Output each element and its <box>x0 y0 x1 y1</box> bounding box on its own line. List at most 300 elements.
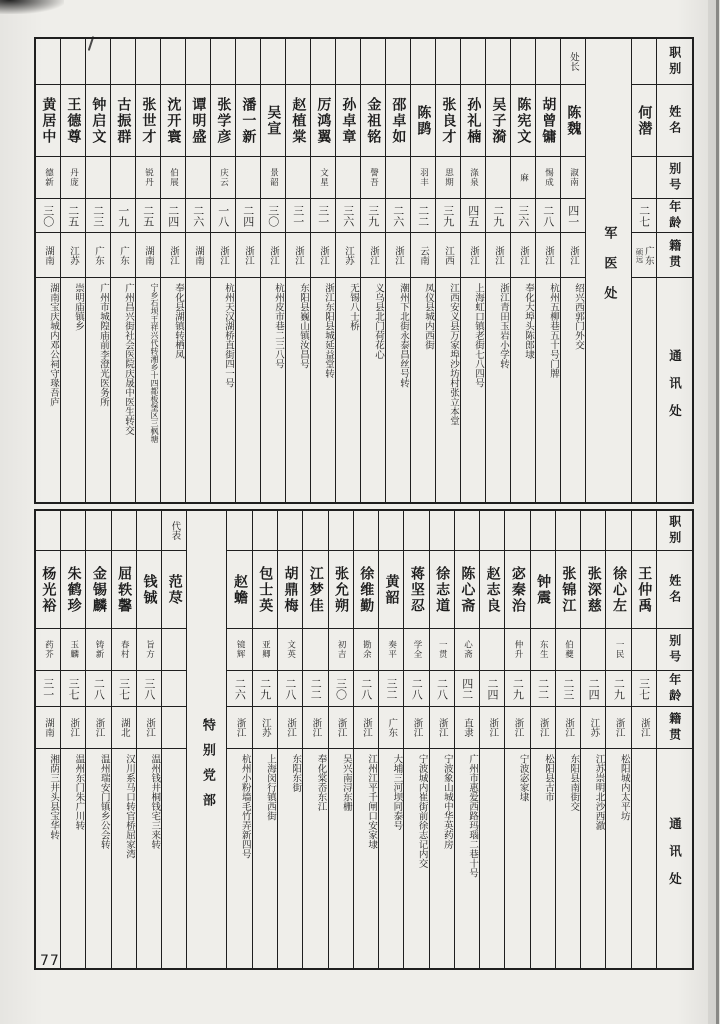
person-column <box>535 39 560 502</box>
origin-text: 湖北 <box>118 718 130 737</box>
address-cell <box>211 278 235 502</box>
origin-text: 江苏 <box>67 245 79 265</box>
alias-cell: 心斋 <box>455 629 479 671</box>
address-cell <box>531 749 555 968</box>
name-cell: 厉鸿翼 <box>311 85 335 157</box>
role-cell <box>606 511 630 551</box>
page-number: 77 <box>40 953 60 969</box>
role-cell <box>436 39 460 85</box>
origin-text: 广东 <box>92 245 104 265</box>
name-cell: 陈宪文 <box>511 85 535 157</box>
address-cell <box>411 278 435 502</box>
person-column <box>353 511 378 968</box>
role-cell <box>336 39 360 85</box>
age-cell: 三一 <box>311 199 335 233</box>
person-column <box>136 511 161 968</box>
origin-cell <box>511 233 535 278</box>
alias-cell: 仲升 <box>505 629 529 671</box>
alias-cell: 奏平 <box>379 629 403 671</box>
role-cell <box>211 39 235 85</box>
address-cell <box>186 278 210 502</box>
origin-cell <box>86 233 110 278</box>
origin-cell <box>227 707 251 749</box>
origin-cell <box>436 233 460 278</box>
name-cell: 钱铖 <box>137 551 161 629</box>
address-cell <box>61 278 85 502</box>
person-column <box>110 39 135 502</box>
address-text: 松阳县古市 <box>542 754 554 802</box>
name-cell: 张世才 <box>136 85 160 157</box>
name-cell: 杨光裕 <box>36 551 60 629</box>
origin-cell <box>379 707 403 749</box>
name-cell: 蒋坚忍 <box>404 551 428 629</box>
address-text: 汉川系马口转官桥屈家湾 <box>123 754 135 859</box>
age-cell: 四二 <box>455 671 479 707</box>
alias-cell: 德新 <box>36 157 60 199</box>
alias-cell: 一贯 <box>430 629 454 671</box>
origin-cell <box>505 707 529 749</box>
age-cell: 三八 <box>137 671 161 707</box>
address-text: 温州瑞安门镇乡公会转 <box>98 754 110 849</box>
age-cell: 三二 <box>379 671 403 707</box>
origin-cell <box>632 233 656 278</box>
address-text: 江苏崇明北沙西澈 <box>593 754 605 830</box>
role-cell <box>36 39 60 85</box>
address-text: 绍兴西郭门外交 <box>573 283 584 350</box>
origin-cell <box>455 707 479 749</box>
origin-text: 直隶 <box>462 718 473 737</box>
alias-cell <box>632 629 656 671</box>
origin-text: 浙江 <box>537 718 549 737</box>
address-cell <box>236 278 260 502</box>
age-cell: 三〇 <box>36 199 60 233</box>
role-cell: 代表 <box>162 511 186 551</box>
alias-cell: 涤泉 <box>461 157 485 199</box>
alias-cell: 一民 <box>606 629 630 671</box>
age-cell: 三六 <box>336 199 360 233</box>
address-cell <box>632 278 656 502</box>
address-cell <box>632 749 656 968</box>
address-text: 广州昌兴街社会医院庆晟中医生转交 <box>123 283 134 435</box>
address-text: 杭州五柳巷五十号门牌 <box>548 283 559 378</box>
person-column <box>36 511 60 968</box>
origin-text: 浙江 <box>613 718 625 737</box>
header-role-cell: 职别 <box>657 511 692 551</box>
origin-cell <box>278 707 302 749</box>
address-cell <box>511 278 535 502</box>
name-cell: 赵志良 <box>480 551 504 629</box>
address-text: 杭州皮市巷二三八号 <box>273 283 284 369</box>
address-text: 杭州天汉湖桥直街四一号 <box>223 283 234 388</box>
origin-cell <box>461 233 485 278</box>
person-column <box>435 39 460 502</box>
origin-text: 浙江 <box>242 245 254 265</box>
person-column <box>111 511 136 968</box>
person-column <box>555 511 580 968</box>
name-cell: 陈心斋 <box>455 551 479 629</box>
address-cell <box>86 278 110 502</box>
role-cell <box>227 511 251 551</box>
origin-cell <box>61 707 85 749</box>
alias-cell: 东生 <box>531 629 555 671</box>
person-column <box>560 39 585 502</box>
origin-text: 浙江 <box>542 245 554 265</box>
age-cell: 二四 <box>480 671 504 707</box>
name-cell: 张锦江 <box>556 551 580 629</box>
origin-text: 湖南 <box>43 718 55 737</box>
origin-cell <box>137 707 161 749</box>
origin-cell <box>361 233 385 278</box>
name-cell: 徐心左 <box>606 551 630 629</box>
address-cell <box>311 278 335 502</box>
alias-cell: 景韶 <box>261 157 285 199</box>
name-cell: 孙卓章 <box>336 85 360 157</box>
role-cell <box>112 511 136 551</box>
name-cell: 范荩 <box>162 551 186 629</box>
origin-text: 云南 <box>417 245 429 265</box>
name-cell: 屈轶馨 <box>112 551 136 629</box>
name-cell: 胡曾镛 <box>536 85 560 157</box>
origin-text: 江西 <box>442 245 454 265</box>
origin-text: 浙江 <box>392 245 404 265</box>
person-column <box>454 511 479 968</box>
role-cell <box>404 511 428 551</box>
address-cell <box>137 749 161 968</box>
role-cell <box>111 39 135 85</box>
age-cell: 二八 <box>86 671 110 707</box>
address-text: 浙江东阳县城延益堂转 <box>323 283 334 378</box>
section-column <box>186 511 226 968</box>
address-cell <box>36 278 60 502</box>
origin-cell <box>386 233 410 278</box>
age-cell: 三〇 <box>261 199 285 233</box>
age-cell: 三九 <box>361 199 385 233</box>
alias-cell: 春村 <box>112 629 136 671</box>
role-cell <box>581 511 605 551</box>
origin-text: 浙江 <box>638 718 650 737</box>
name-cell: 朱鹤珍 <box>61 551 85 629</box>
age-cell: 三七 <box>61 671 85 707</box>
alias-cell: 勘余 <box>354 629 378 671</box>
alias-cell <box>286 157 310 199</box>
origin-text: 浙江 <box>310 718 322 737</box>
name-cell: 王德尊 <box>61 85 85 157</box>
name-cell: 徐维勤 <box>354 551 378 629</box>
alias-cell: 文英 <box>278 629 302 671</box>
age-cell: 二六 <box>186 199 210 233</box>
scan-edge-shadow <box>708 0 716 1024</box>
origin-text: 浙江 <box>360 718 372 737</box>
address-text: 东阳县南街交 <box>568 754 580 811</box>
role-cell <box>556 511 580 551</box>
address-text: 浙江青田玉岩小学转 <box>498 283 509 369</box>
origin-text: 浙江 <box>167 245 179 265</box>
role-cell <box>386 39 410 85</box>
role-cell <box>136 39 160 85</box>
alias-cell: 丹庞 <box>61 157 85 199</box>
alias-cell: 伯展 <box>161 157 185 199</box>
header-age-cell: 年龄 <box>657 199 692 233</box>
address-cell <box>36 749 60 968</box>
address-text: 义乌县北门荷花心 <box>373 283 384 359</box>
person-column <box>403 511 428 968</box>
header-alias-cell: 别号 <box>657 157 692 199</box>
address-cell <box>581 749 605 968</box>
person-column <box>60 39 85 502</box>
address-cell <box>227 749 251 968</box>
role-cell <box>511 39 535 85</box>
person-column <box>335 39 360 502</box>
person-column <box>580 511 605 968</box>
age-cell: 三九 <box>436 199 460 233</box>
role-cell <box>86 511 110 551</box>
section-label: 特别党部 <box>199 717 215 818</box>
address-text: 东阳县巍山镇汝昌号 <box>298 283 309 369</box>
origin-text: 湖南 <box>142 245 154 265</box>
address-cell <box>461 278 485 502</box>
name-cell: 张允朔 <box>329 551 353 629</box>
age-cell: 一八 <box>211 199 235 233</box>
address-text: 松阳城内太平坊 <box>618 754 630 821</box>
origin-cell <box>86 707 110 749</box>
header-address-cell: 通讯处 <box>667 817 683 900</box>
alias-cell: 初吉 <box>329 629 353 671</box>
origin-cell <box>632 707 656 749</box>
age-cell: 二二 <box>303 671 327 707</box>
name-cell: 赵蟾 <box>227 551 251 629</box>
person-column <box>302 511 327 968</box>
role-cell <box>329 511 353 551</box>
alias-cell <box>486 157 510 199</box>
origin-cell <box>136 233 160 278</box>
alias-cell: 謦吾 <box>361 157 385 199</box>
name-cell: 黄居中 <box>36 85 60 157</box>
person-column <box>36 39 60 502</box>
age-cell: 二七 <box>632 199 656 233</box>
origin-cell <box>336 233 360 278</box>
name-cell: 宓秦治 <box>505 551 529 629</box>
alias-cell <box>581 629 605 671</box>
address-text: 宁波象山城中华英药房 <box>441 754 453 849</box>
age-cell: 一九 <box>111 199 135 233</box>
origin-cell <box>556 707 580 749</box>
alias-cell: 镜辉 <box>227 629 251 671</box>
name-cell: 王仲禹 <box>632 551 656 629</box>
age-cell: 二五 <box>136 199 160 233</box>
origin-cell <box>404 707 428 749</box>
origin-cell <box>536 233 560 278</box>
section-column <box>585 39 631 502</box>
address-cell <box>480 749 504 968</box>
origin-note: 硕远 <box>634 247 644 263</box>
origin-text: 浙江 <box>292 245 304 265</box>
role-cell <box>61 39 85 85</box>
age-cell: 二二 <box>531 671 555 707</box>
age-cell: 二四 <box>236 199 260 233</box>
age-cell: 二四 <box>581 671 605 707</box>
name-cell: 吴子漪 <box>486 85 510 157</box>
address-text: 广州市城隍庙前李澄光医务所 <box>98 283 109 407</box>
alias-cell: 惕成 <box>536 157 560 199</box>
age-cell: 二八 <box>354 671 378 707</box>
section-label: 军医处 <box>601 225 617 316</box>
address-cell <box>336 278 360 502</box>
address-text: 宁波宓家埭 <box>517 754 529 802</box>
origin-cell <box>303 707 327 749</box>
name-cell: 吴宣 <box>261 85 285 157</box>
role-cell <box>61 511 85 551</box>
address-cell <box>162 749 186 968</box>
address-text: 崇明庙镇乡 <box>73 283 84 331</box>
origin-cell <box>61 233 85 278</box>
origin-text: 浙江 <box>217 245 229 265</box>
origin-cell <box>36 233 60 278</box>
age-cell: 二九 <box>486 199 510 233</box>
name-cell: 金锡麟 <box>86 551 110 629</box>
alias-cell <box>111 157 135 199</box>
person-column <box>285 39 310 502</box>
address-cell <box>329 749 353 968</box>
origin-cell <box>411 233 435 278</box>
address-cell <box>556 749 580 968</box>
alias-cell: 亚卿 <box>253 629 277 671</box>
role-cell <box>536 39 560 85</box>
address-cell <box>111 278 135 502</box>
role-cell <box>461 39 485 85</box>
address-text: 宁波城内崔街前徐志记内交 <box>416 754 428 868</box>
address-cell <box>455 749 479 968</box>
person-column <box>277 511 302 968</box>
origin-text: 浙江 <box>93 718 105 737</box>
address-text: 东阳东街 <box>290 754 302 792</box>
origin-text: 浙江 <box>335 718 347 737</box>
origin-text: 广东 <box>117 245 129 265</box>
scan-ink-blot <box>0 0 64 14</box>
person-column <box>226 511 251 968</box>
role-cell <box>137 511 161 551</box>
person-column <box>631 39 656 502</box>
origin-cell <box>354 707 378 749</box>
name-cell: 赵植棠 <box>286 85 310 157</box>
alias-cell <box>303 629 327 671</box>
alias-cell: 玉麟 <box>61 629 85 671</box>
role-cell <box>430 511 454 551</box>
alias-cell <box>632 157 656 199</box>
address-cell <box>561 278 585 502</box>
age-cell: 二八 <box>404 671 428 707</box>
role-cell <box>236 39 260 85</box>
address-cell <box>505 749 529 968</box>
name-cell: 陈魏 <box>561 85 585 157</box>
origin-cell <box>486 233 510 278</box>
alias-cell: 庆云 <box>211 157 235 199</box>
address-text: 无锡八士桥 <box>348 283 359 331</box>
alias-cell <box>336 157 360 199</box>
header-age-cell: 年龄 <box>657 671 692 707</box>
origin-text: 湖南 <box>42 245 54 265</box>
role-cell <box>480 511 504 551</box>
address-cell <box>379 749 403 968</box>
role-cell <box>261 39 285 85</box>
origin-text: 浙江 <box>68 718 80 737</box>
role-cell <box>286 39 310 85</box>
person-column <box>378 511 403 968</box>
origin-text: 浙江 <box>317 245 329 265</box>
address-text: 吴兴南浔东栅 <box>340 754 352 811</box>
origin-text: 浙江 <box>487 718 499 737</box>
person-column <box>385 39 410 502</box>
header-origin-cell: 籍贯 <box>657 233 692 278</box>
alias-cell <box>186 157 210 199</box>
age-cell: 三〇 <box>329 671 353 707</box>
age-cell: 二九 <box>606 671 630 707</box>
address-text: 江西安义县万家埠沙坊村张立本堂 <box>448 283 459 426</box>
age-cell: 三一 <box>286 199 310 233</box>
age-cell: 二二 <box>411 199 435 233</box>
role-cell <box>303 511 327 551</box>
alias-cell: 伯夔 <box>556 629 580 671</box>
address-text: 凤仪县城内西街 <box>423 283 434 350</box>
origin-text: 浙江 <box>411 718 423 737</box>
address-text: 温州钱井桐钱宅三来转 <box>149 754 161 849</box>
address-text: 上海闵行镇西街 <box>265 754 277 821</box>
address-cell <box>286 278 310 502</box>
origin-text: 江苏 <box>588 718 600 737</box>
alias-cell: 学全 <box>404 629 428 671</box>
age-cell: 三六 <box>511 199 535 233</box>
origin-text: 广东 <box>642 245 654 265</box>
scan-edge-line <box>716 0 719 1024</box>
address-text: 奉化县湖镇转栖凤 <box>173 283 184 359</box>
role-cell <box>278 511 302 551</box>
person-column <box>429 511 454 968</box>
role-cell <box>379 511 403 551</box>
age-cell: 二三 <box>86 199 110 233</box>
alias-cell: 药芥 <box>36 629 60 671</box>
name-cell: 张深慈 <box>581 551 605 629</box>
origin-cell <box>311 233 335 278</box>
origin-text: 浙江 <box>563 718 575 737</box>
person-column <box>360 39 385 502</box>
person-column <box>135 39 160 502</box>
address-cell <box>253 749 277 968</box>
origin-cell <box>162 707 186 749</box>
address-text: 温州东门朱广川转 <box>73 754 85 830</box>
address-cell <box>86 749 110 968</box>
role-cell <box>161 39 185 85</box>
origin-text: 浙江 <box>436 718 448 737</box>
address-text: 大埔三河坝同泰号 <box>391 754 403 830</box>
origin-cell <box>286 233 310 278</box>
address-text: 江州江平千闸口安家埭 <box>366 754 378 849</box>
person-column <box>210 39 235 502</box>
role-cell <box>455 511 479 551</box>
name-cell: 谭明盛 <box>186 85 210 157</box>
role-cell <box>36 511 60 551</box>
address-cell <box>606 749 630 968</box>
name-cell: 潘一新 <box>236 85 260 157</box>
name-cell: 包士英 <box>253 551 277 629</box>
alias-cell <box>236 157 260 199</box>
origin-cell <box>329 707 353 749</box>
address-text: 奉化大埠头陈郎埭 <box>523 283 534 359</box>
header-alias-cell: 别号 <box>657 629 692 671</box>
address-cell <box>536 278 560 502</box>
header-column <box>656 511 692 968</box>
age-cell: 二六 <box>227 671 251 707</box>
address-cell <box>61 749 85 968</box>
origin-text: 浙江 <box>492 245 504 265</box>
